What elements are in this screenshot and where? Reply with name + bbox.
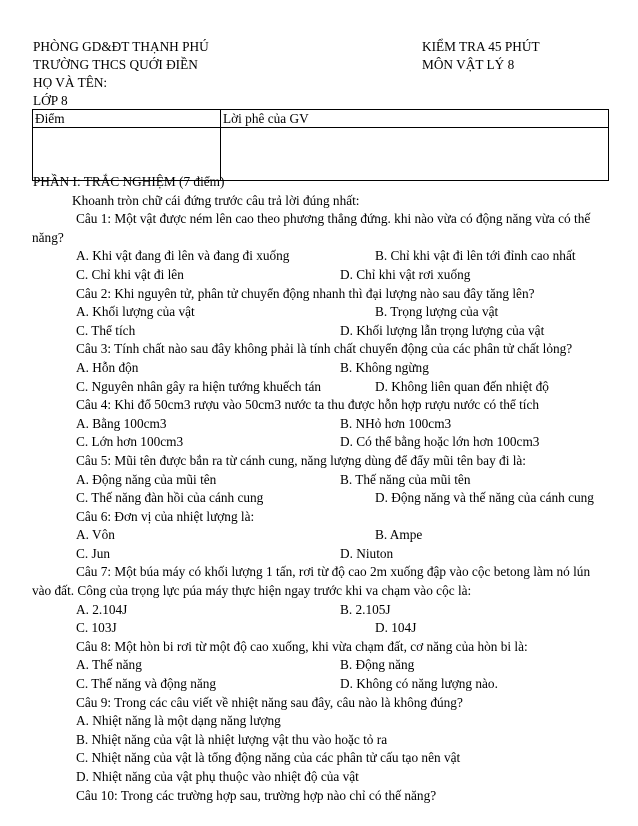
part-title: PHẦN I: TRẮC NGHIỆM (7 điểm): [33, 174, 225, 189]
question-text: Câu 3: Tính chất nào sau đây không phải là tính chất chuyển động của các phân tử chất lỏng?: [76, 341, 573, 357]
answer-option: C. Thể tích: [76, 322, 136, 338]
answer-option: B. Không ngừng: [340, 359, 429, 375]
answer-option: B. Trọng lượng của vật: [375, 304, 499, 320]
subject-name: MÔN VẬT LÝ 8: [422, 57, 515, 72]
answer-option: B. Thế năng của mũi tên: [340, 471, 471, 487]
answer-option: D. Không liên quan đến nhiệt độ: [375, 378, 549, 394]
answer-option: A. Bằng 100cm3: [76, 415, 167, 431]
answer-option: A. Thế năng: [76, 657, 142, 673]
class-label: LỚP 8: [33, 93, 68, 108]
answer-option: D. Niuton: [340, 545, 394, 561]
answer-option: D. Khối lượng lẫn trọng lượng của vật: [340, 322, 545, 338]
exam-title: KIỂM TRA 45 PHÚT: [422, 39, 540, 54]
answer-option: B. Chỉ khi vật đi lên tới đỉnh cao nhất: [375, 248, 576, 264]
question-text: Câu 4: Khi đổ 50cm3 rượu vào 50cm3 nước ta thu được hỗn hợp rượu nước có thể tích: [76, 397, 540, 413]
answer-option: D. Chỉ khi vật rơi xuống: [340, 266, 471, 282]
answer-option: A. Hỗn độn: [76, 359, 139, 375]
question-text: Câu 8: Một hòn bi rơi từ một độ cao xuống, khi vừa chạm đất, cơ năng của hòn bi là:: [76, 638, 528, 654]
question-text: vào đất. Công của trọng lực púa máy thực hiện ngay trước khi va chạm vào cộc là:: [32, 583, 472, 599]
answer-option: A. Nhiệt năng là một dạng năng lượng: [76, 713, 281, 729]
answer-option: C. Nhiệt năng của vật là tổng động năng của các phân tử cấu tạo nên vật: [76, 750, 461, 766]
answer-option: C. Thế năng và động năng: [76, 676, 217, 692]
answer-option: A. Khi vật đang đi lên và đang đi xuống: [76, 248, 290, 264]
student-name-label: HỌ VÀ TÊN:: [33, 75, 108, 90]
answer-option: B. NHỏ hơn 100cm3: [340, 415, 452, 431]
answer-option: C. Jun: [76, 545, 110, 561]
answer-option: D. Nhiệt năng của vật phụ thuộc vào nhiệt độ của vật: [76, 769, 359, 784]
exam-body: [0, 173, 638, 805]
grade-table: [32, 109, 609, 181]
answer-option: A. Động năng của mũi tên: [76, 471, 217, 487]
question-text: Câu 1: Một vật được ném lên cao theo phương thẳng đứng. khi nào vừa có động năng vừa có thế: [76, 211, 591, 227]
question-text: Câu 7: Một búa máy có khối lượng 1 tấn, rơi từ độ cao 2m xuống đập vào cộc betong làm nó lún: [76, 564, 591, 580]
instruction-text: Khoanh tròn chữ cái đứng trước câu trả lời đúng nhất:: [72, 192, 360, 208]
answer-option: D. 104J: [375, 620, 417, 636]
answer-option: B. Nhiệt năng của vật là nhiệt lượng vật thu vào hoặc tỏ ra: [76, 731, 388, 747]
answer-option: B. 2.105J: [340, 601, 391, 617]
answer-option: A. 2.104J: [76, 601, 128, 617]
question-text: Câu 10: Trong các trường hợp sau, trường hợp nào chỉ có thế năng?: [76, 787, 437, 803]
answer-option: A. Vôn: [76, 527, 115, 543]
teacher-comment-header: Lời phê của GV: [221, 110, 609, 128]
score-header: Điểm: [33, 110, 221, 128]
department-name: PHÒNG GD&ĐT THẠNH PHÚ: [33, 39, 209, 54]
exam-header: [33, 38, 613, 110]
school-name: TRƯỜNG THCS QUỚI ĐIỀN: [33, 57, 198, 72]
question-text: Câu 5: Mũi tên được bắn ra từ cánh cung, năng lượng dùng để đẩy mũi tên bay đi là:: [76, 452, 527, 468]
answer-option: D. Không có năng lượng nào.: [340, 676, 498, 692]
answer-option: C. Chỉ khi vật đi lên: [76, 266, 184, 282]
question-text: năng?: [32, 229, 64, 245]
answer-option: D. Động năng và thế năng của cánh cung: [375, 490, 594, 506]
answer-option: A. Khối lượng của vật: [76, 304, 195, 320]
answer-option: C. Lớn hơn 100cm3: [76, 434, 184, 450]
question-text: Câu 9: Trong các câu viết về nhiệt năng sau đây, câu nào là không đúng?: [76, 694, 463, 710]
answer-option: B. Động năng: [340, 657, 415, 673]
answer-option: C. 103J: [76, 620, 117, 636]
answer-option: C. Nguyên nhân gây ra hiện tướng khuếch tán: [76, 378, 322, 394]
answer-option: D. Có thể bằng hoặc lớn hơn 100cm3: [340, 434, 540, 450]
question-text: Câu 2: Khi nguyên tử, phân tử chuyển động nhanh thì đại lượng nào sau đây tăng lên?: [76, 285, 535, 301]
answer-option: B. Ampe: [375, 527, 423, 543]
question-text: Câu 6: Đơn vị của nhiệt lượng là:: [76, 508, 255, 524]
answer-option: C. Thế năng đàn hồi của cánh cung: [76, 490, 264, 506]
